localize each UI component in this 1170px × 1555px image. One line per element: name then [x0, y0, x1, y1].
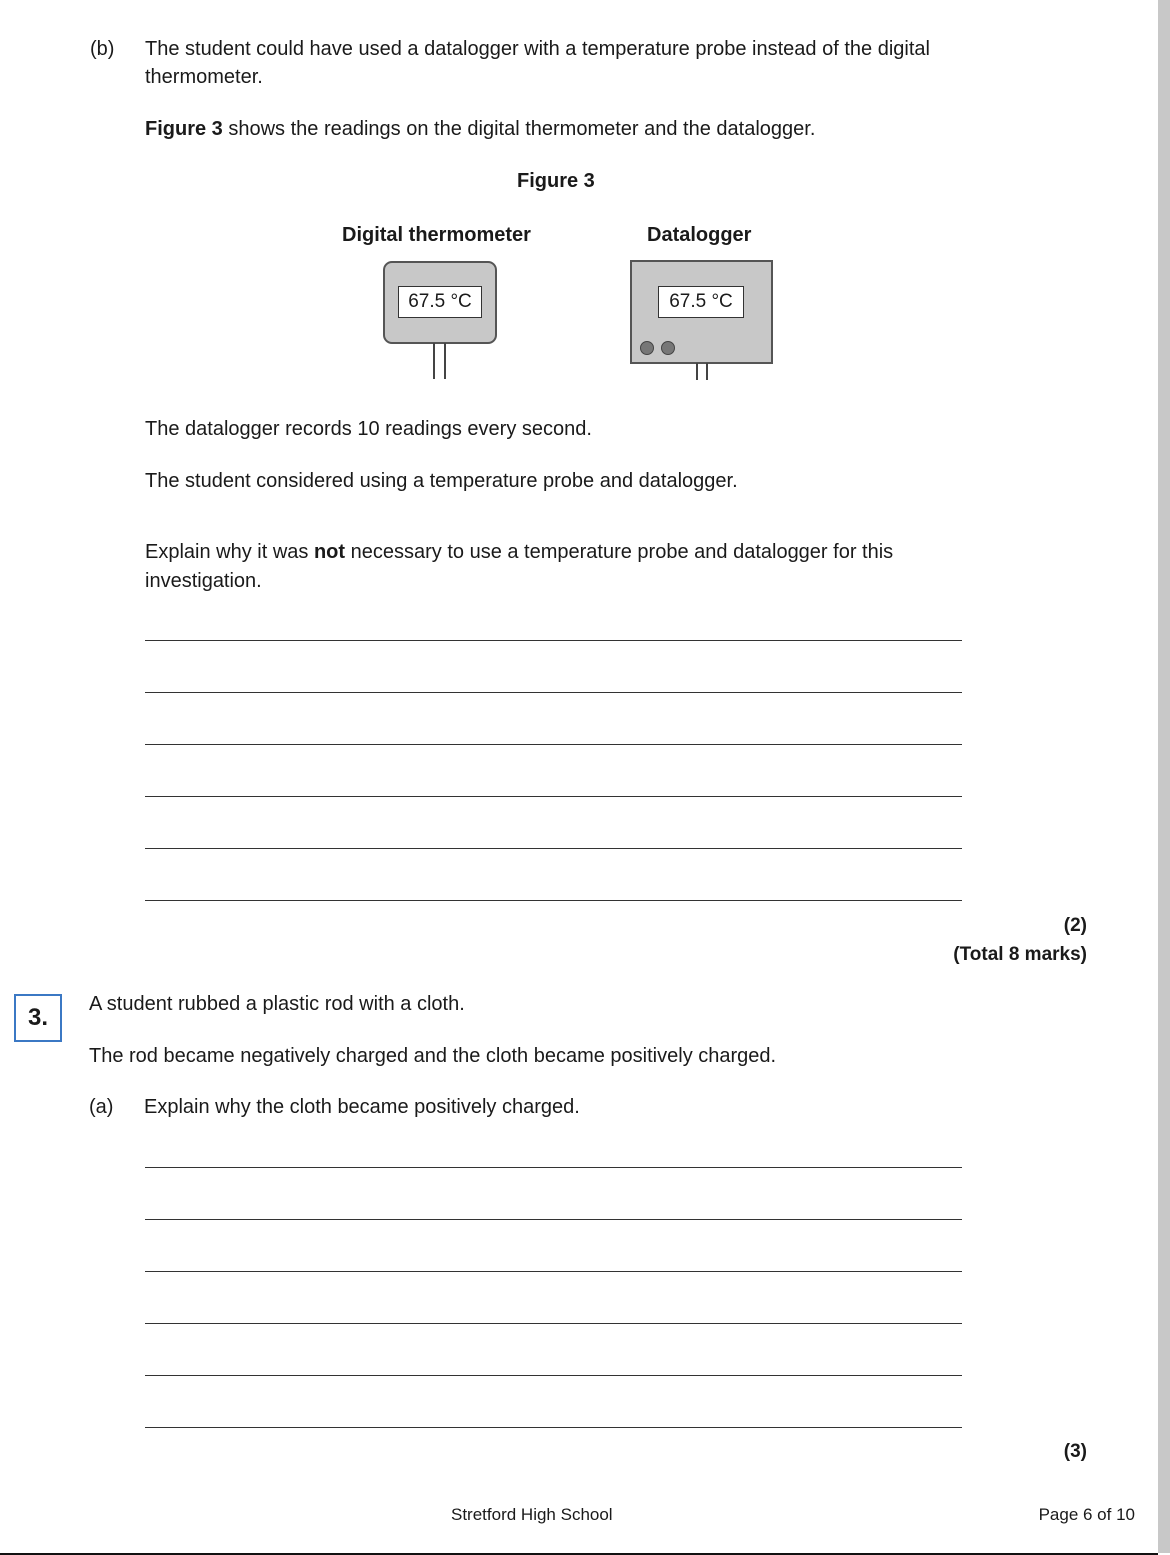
question-text-2: investigation.	[145, 570, 262, 592]
part-b-intro-2: thermometer.	[145, 66, 263, 88]
part-a-label: (a)	[89, 1096, 114, 1118]
question-bold: not	[313, 541, 346, 563]
answer-line[interactable]	[145, 692, 962, 693]
question-number-box: 3.	[14, 994, 62, 1042]
answer-line[interactable]	[145, 848, 962, 849]
answer-line[interactable]	[145, 1271, 962, 1272]
marks-a: (3)	[1063, 1441, 1087, 1462]
statement-considered: The student considered using a temperature probe and datalogger.	[145, 470, 738, 492]
part-a-text: Explain why the cloth became positively charged.	[144, 1096, 580, 1118]
statement-readings: The datalogger records 10 readings every second.	[145, 418, 592, 440]
thermometer-reading: 67.5 °C	[398, 286, 482, 318]
q3-line1: A student rubbed a plastic rod with a cloth.	[89, 993, 465, 1015]
figure-title: Figure 3	[517, 170, 595, 192]
footer-school: Stretford High School	[451, 1505, 613, 1524]
figure-ref-text: shows the readings on the digital thermometer and the datalogger.	[222, 118, 816, 140]
question-pre: Explain why it was	[145, 541, 314, 563]
scrollbar[interactable]	[1158, 0, 1170, 1553]
answer-line[interactable]	[145, 1375, 962, 1376]
answer-line[interactable]	[145, 1323, 962, 1324]
datalogger-reading: 67.5 °C	[658, 286, 744, 318]
answer-line[interactable]	[145, 900, 962, 901]
figure-ref-bold: Figure 3	[145, 118, 223, 140]
marks-b: (2)	[1063, 915, 1087, 936]
total-marks: (Total 8 marks)	[953, 944, 1087, 965]
answer-line[interactable]	[145, 640, 962, 641]
answer-line[interactable]	[145, 796, 962, 797]
footer-page-number: Page 6 of 10	[1038, 1505, 1135, 1524]
question-text	[145, 541, 893, 564]
answer-line[interactable]	[145, 1427, 962, 1428]
part-b-intro: The student could have used a datalogger with a temperature probe instead of the digital	[145, 38, 930, 60]
part-b-label: (b)	[90, 38, 115, 60]
thermometer-label: Digital thermometer	[342, 224, 531, 246]
answer-line[interactable]	[145, 1219, 962, 1220]
datalogger-label: Datalogger	[647, 224, 752, 246]
question-post: necessary to use a temperature probe and datalogger for this	[345, 541, 894, 563]
answer-line[interactable]	[145, 1167, 962, 1168]
q3-line2: The rod became negatively charged and the cloth became positively charged.	[89, 1045, 777, 1067]
answer-line[interactable]	[145, 744, 962, 745]
figure-reference	[145, 118, 815, 141]
